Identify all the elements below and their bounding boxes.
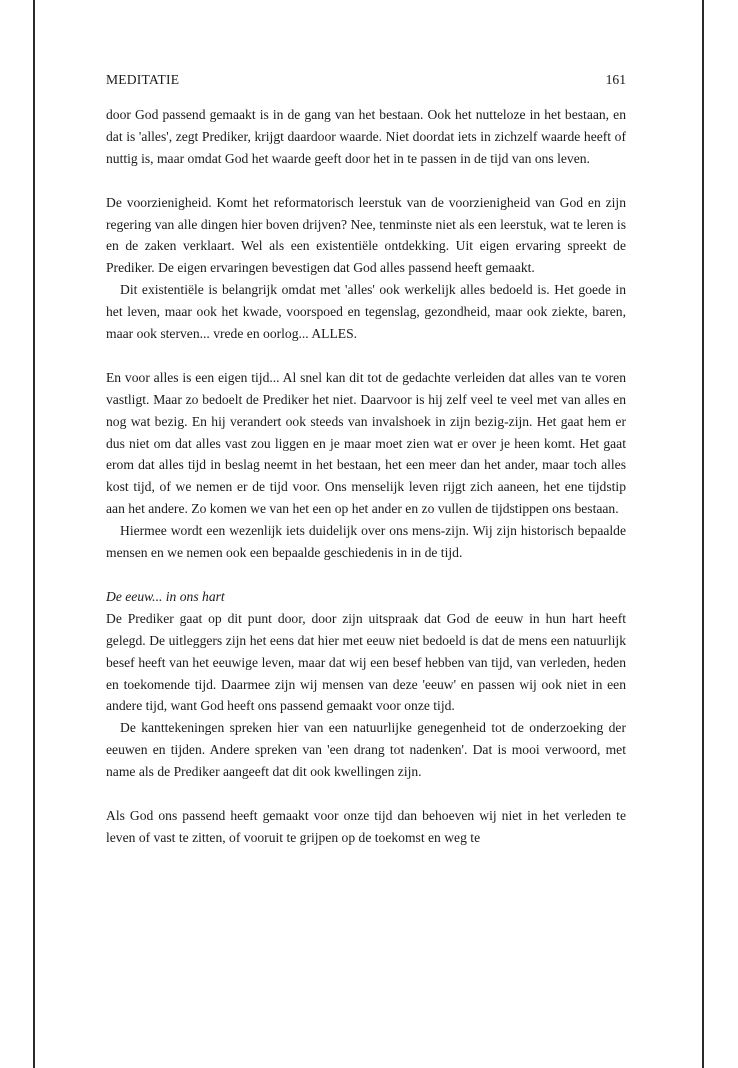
paragraph: Hiermee wordt een wezenlijk iets duidelijk over ons mens-zijn. Wij zijn historisch bepaalde mensen en we nemen ook een bepaalde geschiedenis in in de tijd. xyxy=(106,523,626,561)
running-head xyxy=(106,70,626,90)
paragraph: Dit existentiële is belangrijk omdat met 'alles' ook werkelijk alles bedoeld is. Het goede in het leven, maar ook het kwade, voorspoed en tegenslag, gezondheid, maar ook ziekte, baren, maar ook sterven... vrede en oorlog... ALLES. xyxy=(106,282,626,342)
paragraph: De kanttekeningen spreken hier van een natuurlijke genegenheid tot de onderzoeking der eeuwen en tijden. Andere spreken van 'een drang tot nadenken'. Dat is mooi verwoord, met name als de Prediker aangeeft dat dit ook kwellingen zijn. xyxy=(106,720,626,780)
running-head-title: MEDITATIE xyxy=(106,72,180,87)
page-number: 161 xyxy=(605,72,626,87)
paragraph: De Prediker gaat op dit punt door, door zijn uitspraak dat God de eeuw in hun hart heeft gelegd. De uitleggers zijn het eens dat hier met eeuw niet bedoeld is dat de mens een natuurlijk besef heeft van het eeuwige leven, maar dat wij een besef hebben van tijd, van verleden, heden en toekomende tijd. Daarmee zijn wij mensen van deze 'eeuw' en passen wij ook niet in een andere tijd, want God heeft ons passend gemaakt voor onze tijd. xyxy=(106,610,626,714)
section-heading: De eeuw... in ons hart xyxy=(106,588,225,604)
paragraph: door God passend gemaakt is in de gang van het bestaan. Ook het nutteloze in het bestaan, en dat is 'alles', zegt Prediker, krijgt daardoor waarde. Niet doordat iets in zichzelf waarde heeft of nuttig is, maar omdat God het waarde geeft door het in te passen in de tijd van ons leven. xyxy=(106,107,626,166)
page-edge-left xyxy=(33,0,35,1068)
body-text xyxy=(106,104,626,849)
paragraph: En voor alles is een eigen tijd... Al snel kan dit tot de gedachte verleiden dat alles van te voren vastligt. Maar zo bedoelt de Prediker het niet. Daarvoor is hij zelf veel te veel met van alles en nog wat bezig. En hij verandert ook steeds van invalshoek in zijn bezig-zijn. Het gaat hem er dus niet om dat alles vast zou liggen en je maar moet zien wat er over je heen komt. Het gaat erom dat alles tijd in beslag neemt in het bestaan, het een meer dan het ander, maar toch alles kost tijd, of we nemen er de tijd voor. Ons menselijk leven rijgt zich aaneen, het ene tijdstip aan het andere. Zo komen we van het een op het ander en zo vullen de tijdstippen ons bestaan. xyxy=(106,369,626,517)
paragraph: Als God ons passend heeft gemaakt voor onze tijd dan behoeven wij niet in het verleden te leven of vast te zitten, of vooruit te grijpen op de toekomst en weg te xyxy=(106,807,626,845)
paragraph: De voorzienigheid. Komt het reformatorisch leerstuk van de voorzienigheid van God en zijn regering van alle dingen hier boven drijven? Nee, tenminste niet als een leerstuk, wat te leren is en de zaken verklaart. Wel als een existentiële ontdekking. Uit eigen ervaring spreekt de Prediker. De eigen ervaringen bevestigen dat God alles passend heeft gemaakt. xyxy=(106,194,626,276)
page-edge-right xyxy=(702,0,704,1068)
